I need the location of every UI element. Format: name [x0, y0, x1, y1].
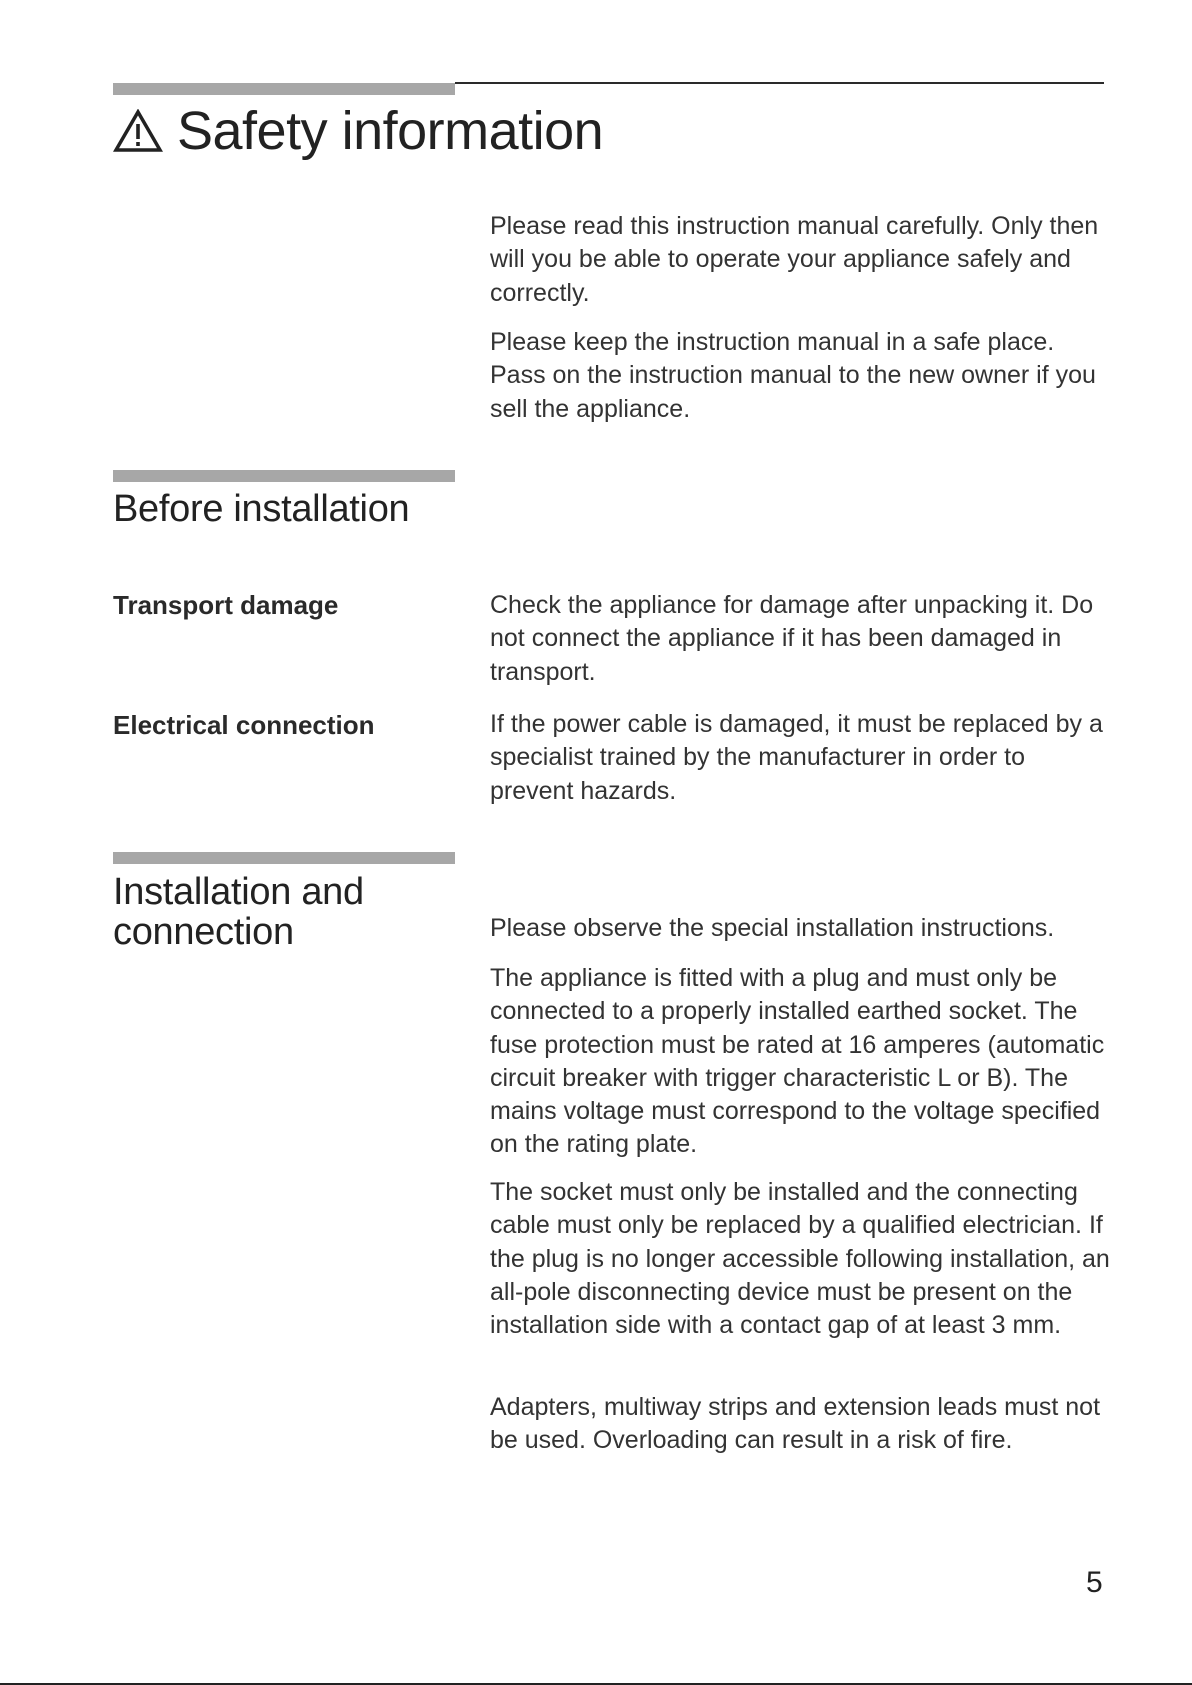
heading-installation-connection — [113, 872, 364, 952]
text-transport-damage: Check the appliance for damage after unpacking it. Do not connect the appliance if it has been damaged in transport. — [490, 591, 1094, 686]
installation-paragraph-3: The socket must only be installed and the connecting cable must only be replaced by a qualified electrician. If the plug is no longer accessible following installation, an all-pole disconnecting device must be present on the installation side with a contact gap of at least 3 mm. — [490, 1178, 1110, 1340]
intro-paragraph-1: Please read this instruction manual carefully. Only then will you be able to operate your appliance safely and correctly. — [490, 212, 1099, 307]
page-number: 5 — [1086, 1566, 1103, 1599]
text-electrical-connection: If the power cable is damaged, it must be replaced by a specialist trained by the manufacturer in order to prevent hazards. — [490, 710, 1103, 805]
label-transport-damage: Transport damage — [113, 590, 339, 620]
heading-installation-line2: connection — [113, 911, 294, 953]
installation-paragraph-2: The appliance is fitted with a plug and must only be connected to a properly installed earthed socket. The fuse protection must be rated at 16 amperes (automatic circuit breaker with trigger characteristic L or B). The mains voltage must correspond to the voltage specified on the rating plate. — [490, 964, 1105, 1159]
label-electrical-connection: Electrical connection — [113, 710, 375, 740]
warning-triangle-icon — [113, 109, 163, 153]
installation-paragraph-4: Adapters, multiway strips and extension leads must not be used. Overloading can result in a risk of fire. — [490, 1393, 1101, 1455]
installation-paragraph-1: Please observe the special installation instructions. — [490, 914, 1055, 942]
page-title — [113, 100, 603, 162]
top-line — [455, 82, 1104, 84]
section-rule-before-installation — [113, 470, 455, 482]
section-rule-installation — [113, 852, 455, 864]
heading-installation-line1: Installation and — [113, 871, 364, 913]
intro-paragraph-2: Please keep the instruction manual in a safe place. Pass on the instruction manual to the new owner if you sell the appliance. — [490, 328, 1096, 423]
page-title-text: Safety information — [177, 101, 604, 161]
heading-before-installation: Before installation — [113, 488, 410, 530]
section-rule-top — [113, 83, 455, 95]
